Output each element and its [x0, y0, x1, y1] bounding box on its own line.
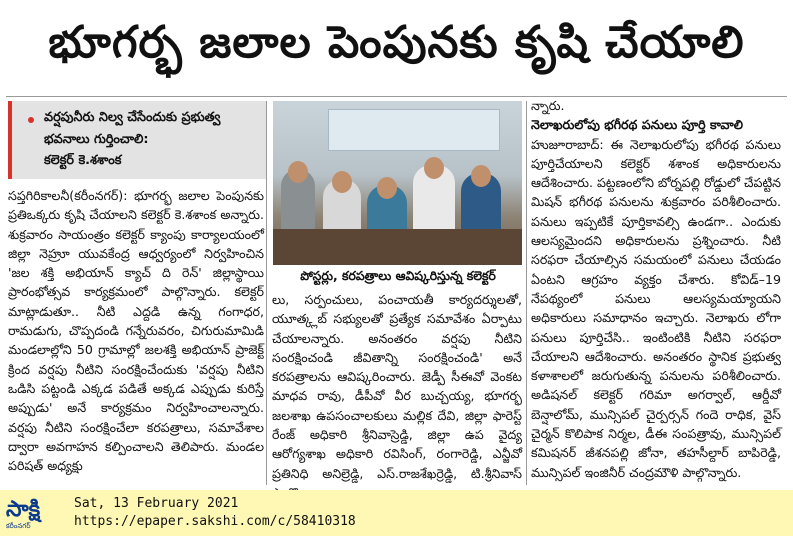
column-3-subheading: నెలాఖరులోపు భగీరథ పనులు పూర్తి కావాలి [531, 117, 743, 133]
article-column-3 [531, 96, 781, 482]
edition-date: Sat, 13 February 2021 [74, 496, 239, 511]
article-column-1 [8, 186, 264, 475]
photo-person-head [288, 161, 308, 183]
column-3-text: హుజూరాబాద్: ఈ నెలాఖరులోపు భగీరథ పనులు పూర్తిచేయాలని కలెక్టర్ శశాంక అధికారులను ఆదేశించారు. పట్టణంలోని బోర్నపల్లి రోడ్డులో చేపట్టిన మిషన్ భగీరథ పనులను శుక్రవారం పరిశీలించారు. పనులు ఇప్పటికే పూర్తికావల్సి ఉండగా.. ఎందుకు ఆలస్యమైందని అధికారులను ప్రశ్నించారు. నీటి సరఫరా చేయాల్సిన సమయంలో పనులు చేయడం ఏంటని ఆగ్రహం వ్యక్తం చేశారు. కోవిడ్–19 నేపథ్యంలో పనులు ఆలస్యమయ్యాయని అధికారులు సమాధానం ఇచ్చారు. నెలాఖరు లోగా పనులు పూర్తిచేసి.. ఇంటింటికి నీటిని సరఫరా చేయాలని ఆదేశించారు. అనంతరం స్థానిక ప్రభుత్వ కళాశాలలో జరుగుతున్న పనులను పరిశీలించారు. అడిషనల్ కలెక్టర్ గరిమా అగర్వాల్, ఆర్డీవో బెన్షాలోమ్, మున్సిపల్ చైర్పర్సన్ గందె రాధిక, వైస్ చైర్మన్ కొలిపాక నిర్మల, డీఈ సంపత్రావు, మున్సిపల్ కమిషనర్ జీశనపల్లి జోనా, తహసీల్దార్ బాపిరెడ్డి, మున్సిపల్ ఇంజినీర్ చంద్రమౌళి పాల్గొన్నారు. [531, 136, 782, 480]
logo-edition: కరీంనగర్ [6, 522, 31, 530]
photo-person-head [424, 157, 444, 179]
logo-wordmark: సాక్షి [6, 497, 41, 522]
headline: భూగర్భ జలాల పెంపునకు కృషి చేయాలి [48, 17, 745, 68]
photo-person-head [377, 177, 397, 199]
bullet-icon [28, 117, 34, 123]
photo-person-head [471, 165, 491, 187]
kicker-text: వర్షపునీరు నిల్వ చేసేందుకు ప్రభుత్వ భవనాలు గుర్తించాలి: [44, 110, 221, 147]
column-divider [526, 101, 527, 485]
footer-bar [0, 490, 793, 536]
photo-backdrop-banner [328, 109, 500, 151]
kicker-box [8, 101, 266, 179]
column-3-continuation: న్నారు. [531, 98, 565, 113]
photo-table [273, 229, 522, 265]
photo-caption: పోస్టర్లు, కరపత్రాలు ఆవిష్కరిస్తున్న కలెక్టర్ [300, 268, 496, 283]
photo-person-head [332, 171, 352, 193]
kicker-accent-bar [8, 101, 12, 179]
sakshi-logo [6, 498, 66, 532]
kicker-credit: కలెక్టర్ కె.శశాంక [44, 153, 122, 168]
column-2-text: లు, సర్పంచులు, పంచాయతీ కార్యదర్శులతో, యూత్క్లబ్ సభ్యులతో ప్రత్యేక సమావేశం ఏర్పాటు చేయాలన్నారు. అనంతరం వర్షపు నీటిని సంరక్షించండి జీవితాన్ని సంరక్షించండి' అనే కరపత్రాలను ఆవిష్కరించారు. జెడ్పీ సీఈవో వెంకట మాధవ రావు, డీపీవో వీర బుచ్చయ్య, భూగర్భ జలశాఖ ఉపసంచాలకులు మల్లిక దేవి, జిల్లా ఫారెస్ట్ రేంజ్ అధికారి శ్రీనివాస్రెడ్డి, జిల్లా ఉప వైద్య ఆరోగ్యశాఖ అధికారి రవిసింగ్, రంగారెడ్డి, ఎన్జీవో ప్రతినిధి అనిల్రెడ్డి, ఎస్.రాజశేఖర్రెడ్డి, టి.శ్రీనివాస్ [272, 292, 522, 481]
column-divider [266, 101, 267, 485]
article-column-2 [272, 290, 522, 502]
epaper-link[interactable]: https://epaper.sakshi.com/c/58410318 [74, 514, 356, 529]
column-1-text: సప్తగిరికాలనీ(కరీంనగర్): భూగర్భ జలాల పెంపునకు ప్రతిఒక్కరు కృషి చేయాలని కలెక్టర్ కె.శశాంక అన్నారు. శుక్రవారం సాయంత్రం కలెక్టర్ క్యాంపు కార్యాలయంలో జిల్లా నెహ్రూ యువకేంద్ర ఆధ్వర్యంలో నిర్వహించిన 'జల శక్తి అభియాన్ క్యాచ్ ది రెన్' జిల్లాస్థాయి ప్రారంభోత్సవ కార్యక్రమంలో పాల్గొన్నారు. కలెక్టర్ మాట్లాడుతూ.. నీటి ఎద్దడి ఉన్న గంగాధర, రామడుగు, చొప్పదండి గన్నేరువరం, చిగురుమామిడి మండలాల్లోని 50 గ్రామాల్లో జలశక్తి అభియాన్ ప్రాజెక్ట్ క్రింద వర్షపు నీటిని సంరక్షించేందుకు 'వర్షపు నీటిని ఒడిసి పట్టండి ఎక్కడ పడితే అక్కడ ఎప్పుడు కురిస్తే అప్పుడు' అనే కార్యక్రమం నిర్వహించాలన్నారు. వర్షపు నీటిని సంరక్షించేలా కరపత్రాలు, సమావేశాల ద్వారా అవగాహన కల్పించాలని తెలిపారు. మండల పరిషత్ అధ్యక్షు [8, 188, 264, 474]
news-photo [273, 101, 522, 265]
